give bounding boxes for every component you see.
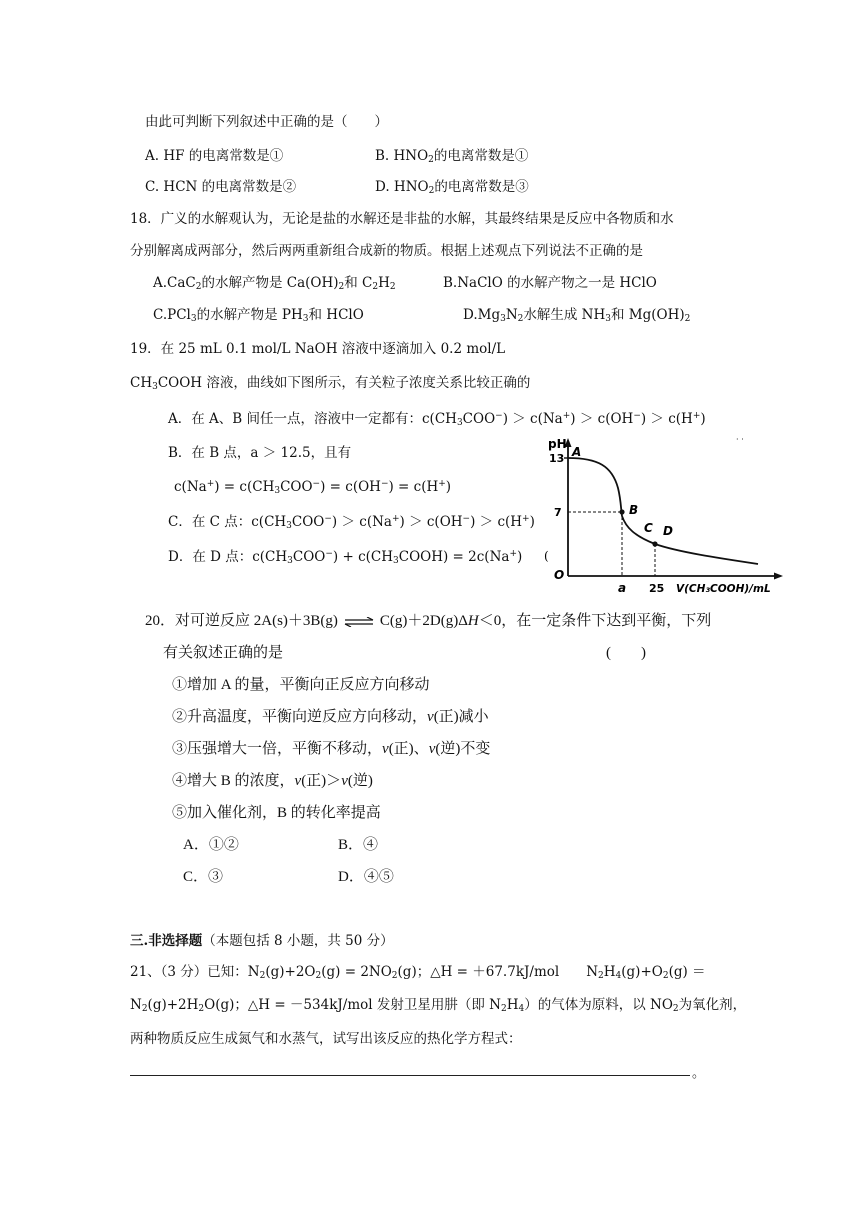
equilibrium-arrow-icon [344,617,374,627]
q21-end-mark: 。 [692,1066,706,1081]
q18-option-a: A.CaC$_2$的水解产物是 $Ca(OH)_2$和 $C_2H_2$ [153,275,396,292]
q20-item3: ③压强增大一倍，平衡不移动，v(正)、v(逆)不变 [172,741,491,757]
point-d [652,541,657,546]
q20-option-c: C．③ [183,869,224,885]
q20-option-a: A．①② [183,837,239,853]
q18-option-c: C.PCl$_3$的水解产物是 $PH_3$和 HClO [153,307,364,324]
q21-line2: $N_2(g)+2H_2O(g)$；△H = －534kJ/mol 发射卫星用肼（即 $N_2H_4$）的气体为原料，以 $NO_2$为氧化剂， [130,997,747,1014]
point-label-b: B [629,503,639,517]
q20-item5: ⑤加入催化剂，B 的转化率提高 [172,805,381,821]
q17-option-d: D. $HNO_2$的电离常数是③ [375,179,529,196]
q21-line3: 两种物质反应生成氮气和水蒸气，试写出该反应的热化学方程式： [130,1031,522,1047]
q21-line1: 21、（3 分）已知：$N_2(g)+2O_2(g) = 2NO_2(g)$；△H = ＋67.7kJ/mol $N_2H_4(g)+O_2(g)$ ＝ [130,964,706,981]
x-tick-label-25: 25 [649,582,665,595]
graph-top-marks: · · [736,436,744,444]
q19-option-c: C．在 C 点：$c(CH_3COO^-) > c(Na^+) > c(OH^-) > c(H^+)$ [168,514,535,531]
q18-option-b: B.NaClO 的水解产物之一是 HClO [443,275,657,291]
q18-line2: 分别解离成两部分，然后两两重新组合成新的物质。根据上述观点下列说法不正确的是 [130,243,643,259]
section3-note: （本题包括 8 小题，共 50 分） [202,933,394,949]
point-label-c: C [644,521,653,535]
q18-line1: 18．广义的水解观认为，无论是盐的水解还是非盐的水解，其最终结果是反应中各物质和水 [130,211,674,227]
y-tick-label-13: 13 [549,452,565,465]
point-label-a: A [572,445,582,459]
point-label-d: D [663,524,673,538]
q21-answer-blank[interactable] [130,1075,690,1076]
q19-option-a: A．在 A、B 间任一点，溶液中一定都有：$c(CH_3COO^-) > c(Na^+) > c(OH^-) > c(H^+)$ [168,411,706,428]
x-axis-arrow [774,573,783,580]
section3-heading [130,932,394,950]
graph-left-mark: ( [544,549,549,563]
titration-curve-figure [538,436,788,596]
q17-option-c: C. HCN 的电离常数是② [145,179,297,195]
point-b [619,509,624,514]
x-tick-label-a: a [618,581,627,595]
q19-option-b-line2: $c(Na^+) = c(CH_3COO^-) = c(OH^-) = c(H^+)$ [174,479,452,496]
x-axis-label: V(CH₃COOH)/mL [676,583,771,595]
y-tick-label-7: 7 [554,506,562,519]
section3-title: 三.非选择题 [130,933,203,949]
q19-option-b-line1: B．在 B 点，a ＞ 12.5，且有 [168,445,352,461]
q19-line1: 19．在 25 mL 0.1 mol/L NaOH 溶液中逐滴加入 0.2 mol/L [130,341,506,357]
q17-option-b: B. $HNO_2$的电离常数是① [375,148,529,165]
q20-line1: 20．对可逆反应 2A(s)＋3B(g) C(g)＋2D(g)ΔH＜0，在一定条件下达到平衡，下列 [145,613,712,629]
q20-item1: ①增加 A 的量，平衡向正反应方向移动 [172,677,430,693]
titration-curve [568,458,758,564]
q17-option-a: A. HF 的电离常数是① [145,148,284,164]
q20-answer-paren: ( ) [606,645,646,661]
q20-item2: ②升高温度，平衡向逆反应方向移动，v(正)减小 [172,709,489,725]
q19-line2: $CH_3COOH$ 溶液，曲线如下图所示，有关粒子浓度关系比较正确的 [130,375,531,392]
q20-option-b: B．④ [338,837,379,853]
q20-item4: ④增大 B 的浓度，v(正)＞v(逆) [172,773,373,789]
q18-option-d: $D.Mg_3N_2$水解生成 $NH_3$和 $Mg(OH)_2$ [463,307,691,324]
q20-option-d: D．④⑤ [338,869,394,885]
origin-label: O [554,568,565,582]
y-axis-label: pH [548,437,567,451]
q20-line2: 有关叙述正确的是 [163,645,284,661]
q19-option-d: D．在 D 点：$c(CH_3COO^-)$ + $c(CH_3COOH) = 2c(Na^+)$ [168,549,523,566]
q17-stem: 由此可判断下列叙述中正确的是（ ） [145,114,388,130]
